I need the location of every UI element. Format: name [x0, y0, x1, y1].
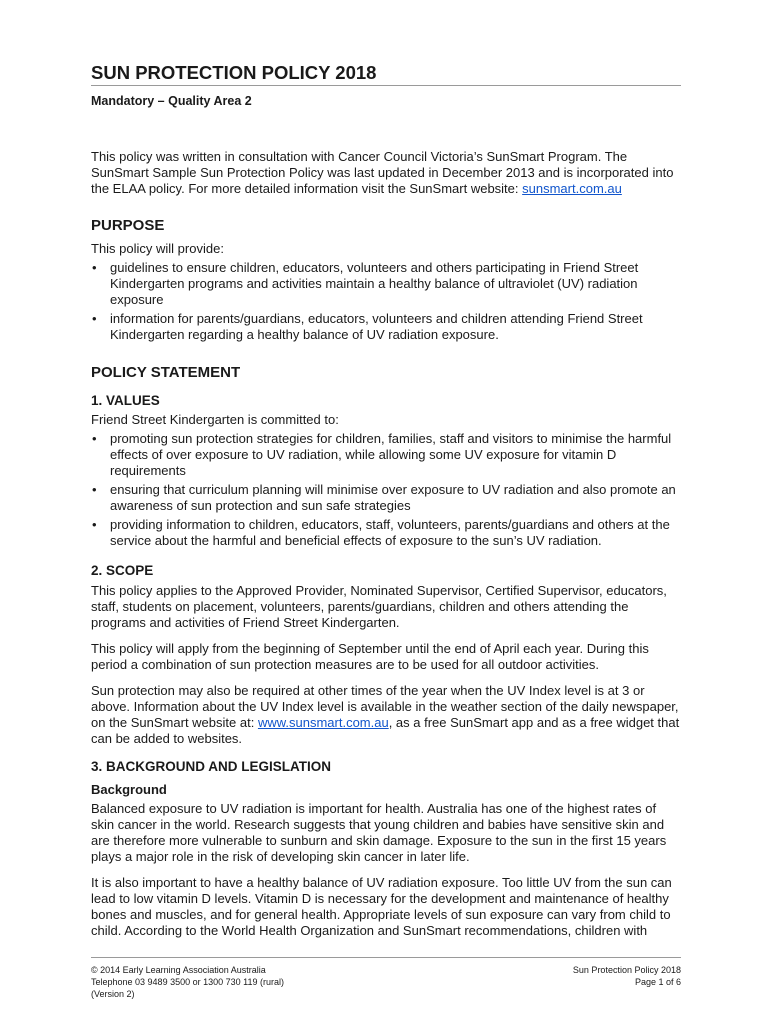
scope-paragraph-3-text: Sun protection may also be required at other times of the year when the UV Index level is at 3 or above. Information about the UV Index level is available in the weather section of the daily newspaper, on the SunSmart website at:: [91, 683, 679, 730]
document-body: [91, 62, 681, 939]
list-item-text: guidelines to ensure children, educators, volunteers and others participating in Friend Street Kindergarten programs and activities maintain a healthy balance of ultraviolet (UV) radiation exposure: [110, 260, 639, 307]
bullet-icon: •: [92, 260, 97, 275]
footer-left: [91, 964, 284, 1000]
footer-right: [573, 964, 681, 988]
scope-heading: 2. SCOPE: [91, 563, 154, 578]
list-item: [91, 517, 681, 549]
bullet-icon: •: [92, 431, 97, 446]
bullet-icon: •: [92, 482, 97, 497]
list-item-text: information for parents/guardians, educators, volunteers and children attending Friend Street Kindergarten regarding a healthy balance of UV radiation exposure.: [110, 311, 643, 342]
sunsmart-website-link[interactable]: www.sunsmart.com.au: [257, 715, 389, 730]
intro-text: This policy was written in consultation with Cancer Council Victoria’s SunSmart Program. The SunSmart Sample Sun Protection Policy was last updated in December 2013 and is incorporated into the ELAA policy. For more detailed information visit the SunSmart website:: [91, 149, 674, 196]
list-item: [91, 260, 681, 308]
scope-paragraph-1: This policy applies to the Approved Provider, Nominated Supervisor, Certified Supervisor, educators, staff, students on placement, volunteers, parents/guardians, children and others attending the programs and activities of Friend Street Kindergarten.: [91, 583, 667, 630]
list-item-text: ensuring that curriculum planning will minimise over exposure to UV radiation and also promote an awareness of sun protection and sun safe strategies: [110, 482, 676, 513]
values-heading: 1. VALUES: [91, 393, 160, 408]
purpose-lead: This policy will provide:: [91, 241, 224, 256]
footer-page-number: Page 1 of 6: [634, 977, 681, 987]
purpose-list: [91, 260, 681, 343]
bullet-icon: •: [92, 517, 97, 532]
list-item: [91, 431, 681, 479]
list-item-text: providing information to children, educators, staff, volunteers, parents/guardians and others at the service about the harmful and beneficial effects of exposure to the sun’s UV radiation.: [110, 517, 670, 548]
scope-paragraph-3-tail: , as a free SunSmart app and as a free widget that can be added to websites.: [91, 715, 680, 746]
document-title: SUN PROTECTION POLICY 2018: [91, 62, 681, 86]
scope-paragraph-2: This policy will apply from the beginning of September until the end of April each year. During this period a combination of sun protection measures are to be used for all outdoor activities.: [91, 641, 649, 672]
list-item-text: promoting sun protection strategies for children, families, staff and visitors to minimise the harmful effects of over exposure to UV radiation, while allowing some UV exposure for vitamin D requirements: [110, 431, 672, 478]
list-item: [91, 482, 681, 514]
background-subheading: Background: [91, 782, 167, 797]
scope-paragraph-3: [91, 683, 681, 747]
footer-version: (Version 2): [91, 989, 135, 999]
purpose-heading: PURPOSE: [91, 217, 165, 234]
footer-copyright: © 2014 Early Learning Association Australia: [91, 965, 266, 975]
intro-paragraph: [91, 149, 681, 197]
document-subtitle: Mandatory – Quality Area 2: [91, 94, 252, 108]
values-list: [91, 431, 681, 549]
policy-statement-heading: POLICY STATEMENT: [91, 364, 241, 381]
page-footer: [91, 957, 681, 1000]
background-heading: 3. BACKGROUND AND LEGISLATION: [91, 759, 332, 774]
bullet-icon: •: [92, 311, 97, 326]
footer-document-name: Sun Protection Policy 2018: [572, 965, 681, 975]
background-paragraph-1: Balanced exposure to UV radiation is important for health. Australia has one of the highest rates of skin cancer in the world. Research suggests that young children and babies have sensitive skin and are therefore more vulnerable to sunburn and skin damage. Exposure to the sun in the first 15 years plays a major role in the risk of developing skin cancer in later life.: [91, 801, 667, 864]
footer-telephone: Telephone 03 9489 3500 or 1300 730 119 (rural): [91, 977, 284, 987]
background-paragraph-2: It is also important to have a healthy balance of UV radiation exposure. Too little UV from the sun can lead to low vitamin D levels. Vitamin D is necessary for the development and maintenance of healthy bones and muscles, and for general health. Appropriate levels of sun exposure can vary from child to child. According to the World Health Organization and SunSmart recommendations, children with: [91, 875, 672, 938]
values-lead: Friend Street Kindergarten is committed to:: [91, 412, 339, 427]
sunsmart-link[interactable]: sunsmart.com.au: [522, 181, 622, 196]
list-item: [91, 311, 681, 343]
